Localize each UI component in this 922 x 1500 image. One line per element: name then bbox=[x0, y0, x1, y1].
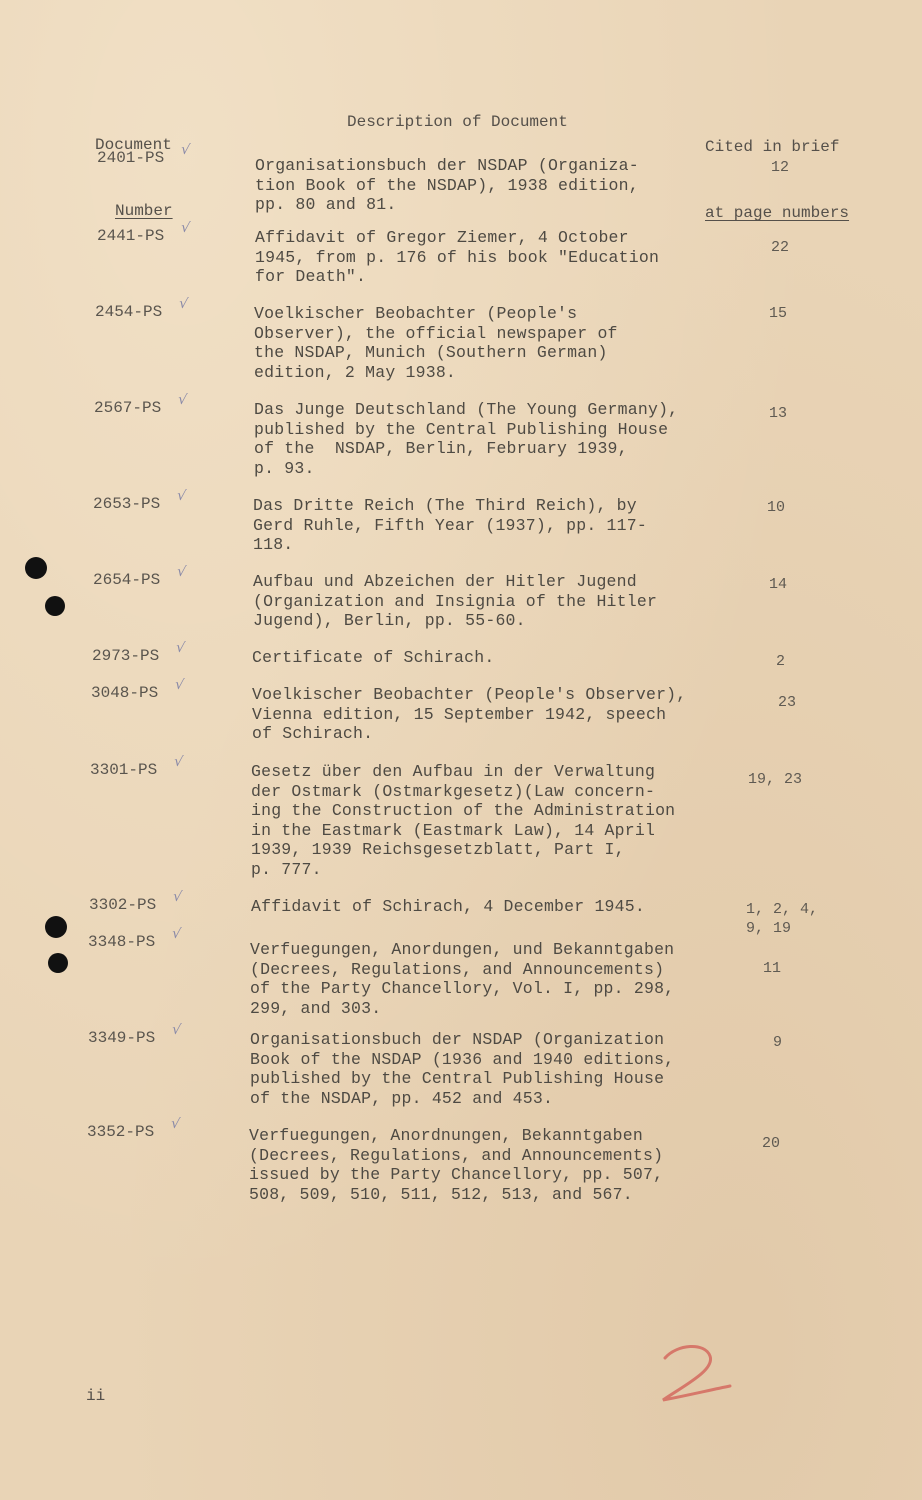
cited-page-numbers: 9 bbox=[773, 1034, 783, 1051]
document-description: Voelkischer Beobachter (People's Observer), Vienna edition, 15 September 1942, speech of Schirach. bbox=[252, 685, 687, 743]
checkmark-icon: √ bbox=[170, 925, 182, 943]
cited-page-numbers: 11 bbox=[763, 960, 782, 977]
document-number: 2441-PS bbox=[97, 227, 165, 245]
document-number: 3349-PS bbox=[88, 1029, 156, 1047]
document-number: 3352-PS bbox=[87, 1123, 155, 1141]
document-description: Aufbau und Abzeichen der Hitler Jugend (Organization and Insignia of the Hitler Jugend), Berlin, pp. 55-60. bbox=[253, 572, 658, 630]
document-number: 3301-PS bbox=[90, 761, 158, 779]
checkmark-icon: √ bbox=[176, 391, 188, 409]
checkmark-icon: √ bbox=[172, 753, 184, 771]
cited-page-numbers: 12 bbox=[771, 159, 790, 176]
checkmark-icon: √ bbox=[171, 888, 183, 906]
document-description: Voelkischer Beobachter (People's Observer), the official newspaper of the NSDAP, Munich (Southern German) edition, 2 May 1938. bbox=[254, 304, 618, 382]
document-description: Affidavit of Gregor Ziemer, 4 October 1945, from p. 176 of his book "Education for Death". bbox=[255, 228, 660, 286]
checkmark-icon: √ bbox=[179, 219, 191, 237]
punch-hole bbox=[45, 916, 67, 938]
checkmark-icon: √ bbox=[173, 676, 185, 694]
checkmark-icon: √ bbox=[179, 141, 191, 159]
checkmark-icon: √ bbox=[175, 563, 187, 581]
checkmark-icon: √ bbox=[169, 1115, 181, 1133]
document-number: 2654-PS bbox=[93, 571, 161, 589]
cited-page-numbers: 19, 23 bbox=[748, 771, 803, 788]
document-description: Affidavit of Schirach, 4 December 1945. bbox=[251, 897, 645, 916]
document-description: Certificate of Schirach. bbox=[252, 648, 495, 667]
document-number: 3048-PS bbox=[91, 684, 159, 702]
checkmark-icon: √ bbox=[175, 487, 187, 505]
punch-hole bbox=[48, 953, 68, 973]
header-cited-line1: Cited in brief bbox=[705, 138, 840, 156]
cited-page-numbers: 22 bbox=[771, 239, 790, 256]
document-description: Organisationsbuch der NSDAP (Organiza- tion Book of the NSDAP), 1938 edition, pp. 80 and 81. bbox=[255, 156, 639, 214]
checkmark-icon: √ bbox=[170, 1021, 182, 1039]
document-description: Verfuegungen, Anordungen, und Bekanntgaben (Decrees, Regulations, and Announcements) of the Party Chancellory, Vol. I, pp. 298, 299, and 303. bbox=[250, 940, 675, 1018]
document-description: Verfuegungen, Anordnungen, Bekanntgaben (Decrees, Regulations, and Announcements) issued by the Party Chancellory, pp. 507, 508, 509, 510, 511, 512, 513, and 567. bbox=[249, 1126, 664, 1204]
cited-page-numbers: 14 bbox=[769, 576, 788, 593]
document-description: Das Junge Deutschland (The Young Germany), published by the Central Publishing House of the NSDAP, Berlin, February 1939, p. 93. bbox=[254, 400, 679, 478]
header-document-line1: Document bbox=[95, 136, 172, 154]
cited-page-numbers: 20 bbox=[762, 1135, 781, 1152]
header-cited-line2: at page numbers bbox=[705, 204, 850, 222]
checkmark-icon: √ bbox=[174, 639, 186, 657]
document-number: 2973-PS bbox=[92, 647, 160, 665]
punch-hole bbox=[25, 557, 47, 579]
document-description: Das Dritte Reich (The Third Reich), by Gerd Ruhle, Fifth Year (1937), pp. 117- 118. bbox=[253, 496, 647, 554]
document-number: 3302-PS bbox=[89, 896, 157, 914]
punch-hole bbox=[45, 596, 65, 616]
checkmark-icon: √ bbox=[177, 295, 189, 313]
cited-page-numbers: 15 bbox=[769, 305, 788, 322]
cited-page-numbers: 13 bbox=[769, 405, 788, 422]
document-number: 3348-PS bbox=[88, 933, 156, 951]
cited-page-numbers: 23 bbox=[778, 694, 797, 711]
document-number: 2454-PS bbox=[95, 303, 163, 321]
document-number: 2401-PS bbox=[97, 149, 165, 167]
handwritten-page-mark bbox=[655, 1340, 735, 1410]
cited-page-numbers: 2 bbox=[776, 653, 786, 670]
document-number: 2567-PS bbox=[94, 399, 162, 417]
document-number: 2653-PS bbox=[93, 495, 161, 513]
document-description: Gesetz über den Aufbau in der Verwaltung der Ostmark (Ostmarkgesetz)(Law concern- ing the Construction of the Administration in the Eastmark (Eastmark Law), 14 April 1939, 1939 Reichsgesetzblatt, Part I, p. 777. bbox=[251, 762, 676, 879]
document-description: Organisationsbuch der NSDAP (Organization Book of the NSDAP (1936 and 1940 editions, published by the Central Publishing House of the NSDAP, pp. 452 and 453. bbox=[250, 1030, 675, 1108]
header-number-line2: Number bbox=[115, 202, 173, 220]
cited-page-numbers: 1, 2, 4, 9, 19 bbox=[746, 901, 819, 937]
page-numeral: ii bbox=[86, 1387, 106, 1405]
cited-page-numbers: 10 bbox=[767, 499, 786, 516]
header-description: Description of Document bbox=[347, 113, 568, 131]
